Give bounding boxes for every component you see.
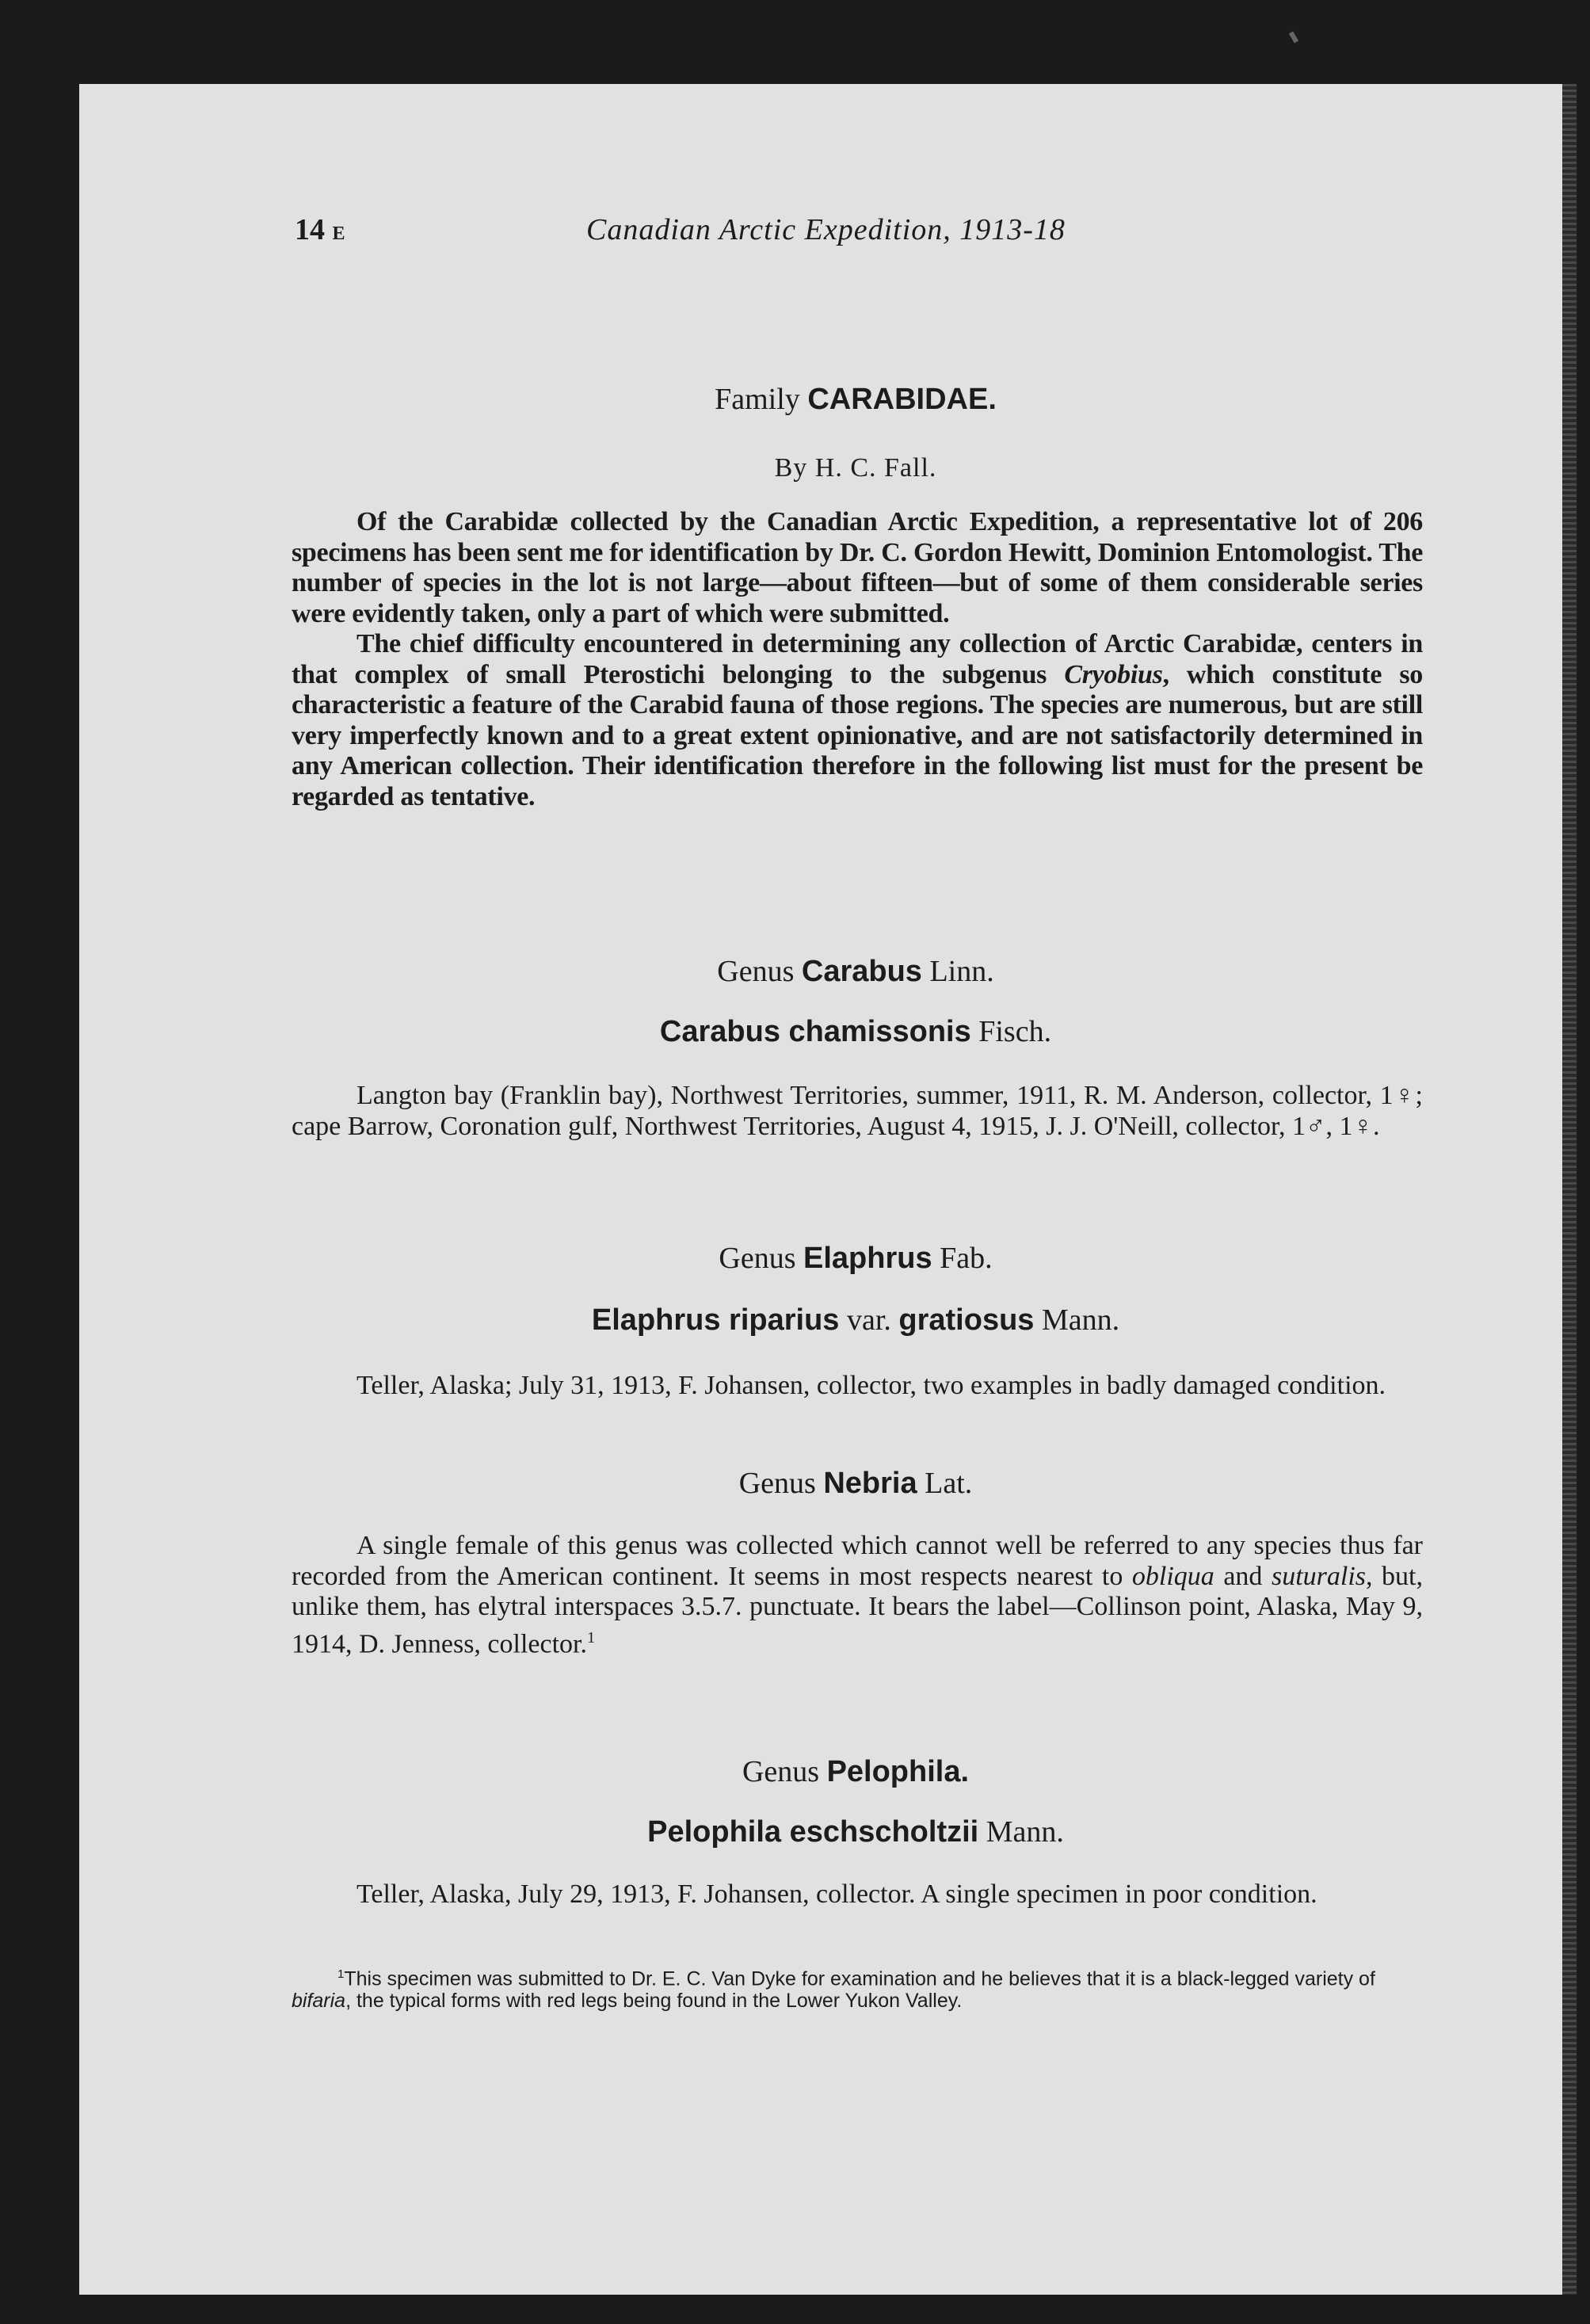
genus-name: Nebria [823,1467,917,1500]
family-name: CARABIDAE. [807,383,997,416]
nebria-text-and: and [1214,1561,1272,1591]
running-title: Canadian Arctic Expedition, 1913-18 [586,213,1066,246]
nebria-text [292,1531,1423,1659]
intro-p2-end: , which constitute so characteristic a feature of the Carabid fauna of those regions. The species are numerous, but are still very imperfectly known and to a great extent opinionative, and are not satisfactorily determined in any American collection. Their identification therefore in the following list must for the present be regarded as tentative. [292,659,1423,811]
scan-mark [1289,31,1298,43]
genus-name: Pelophila. [826,1755,970,1788]
page-number-value: 14 [295,213,325,246]
intro-paragraph-2 [292,629,1423,812]
footnote-paragraph [292,1963,1423,2012]
family-heading [285,382,1426,417]
intro-p2-start: The chief difficulty encountered in determining any collection of Arctic Carabidæ, centers in that complex of small Pterostichi belonging to the subgenus [292,629,1423,689]
page-suffix: E [332,223,347,244]
genus-name: Carabus [801,955,922,988]
genus-pelophila-heading [285,1754,1426,1789]
page-number [295,212,347,247]
carabus-paragraph: Langton bay (Franklin bay), Northwest Territories, summer, 1911, R. M. Anderson, collector, 1♀; cape Barrow, Coronation gulf, Northwest Territories, August 4, 1915, J. J. O'Neill, collector, 1♂, 1♀. [292,1081,1423,1141]
species-author: Mann. [986,1815,1064,1849]
footnote-text-start: This specimen was submitted to Dr. E. C. Van Dyke for examination and he believes that it is a black-legged variety of [344,1967,1375,1990]
genus-author: Lat. [925,1467,973,1500]
genus-prefix: Genus [742,1755,820,1788]
species-name: Pelophila eschscholtzii [647,1815,979,1849]
species-name: Carabus chamissonis [659,1015,971,1048]
species-var-name: gratiosus [898,1303,1035,1337]
nebria-italic-suturalis: suturalis [1271,1561,1367,1591]
genus-name: Elaphrus [803,1242,932,1275]
species-var: var. [846,1303,891,1337]
species-name: Elaphrus riparius [591,1303,840,1337]
genus-author: Linn. [929,955,994,988]
species-pelophila-heading [285,1815,1426,1849]
intro-text [292,507,1423,812]
elaphrus-text [292,1371,1423,1402]
nebria-italic-obliqua: obliqua [1131,1561,1214,1591]
footnote-text-end: , the typical forms with red legs being found in the Lower Yukon Valley. [345,1990,963,2013]
genus-prefix: Genus [717,955,795,988]
pelophila-text [292,1879,1423,1910]
nebria-paragraph [292,1531,1423,1659]
footnote-ref[interactable]: 1 [587,1628,596,1647]
species-author: Fisch. [978,1015,1052,1048]
page-edge [1562,84,1577,2295]
nebria-text-start: A single female of this genus was collected which cannot well be referred to any species thus far recorded from the American continent. It seems in most respects nearest to [292,1531,1423,1591]
carabus-text [292,1081,1423,1142]
species-carabus-heading [285,1014,1426,1049]
elaphrus-paragraph: Teller, Alaska; July 31, 1913, F. Johansen, collector, two examples in badly damaged condition. [357,1371,1386,1400]
genus-elaphrus-heading [285,1241,1426,1276]
nebria-text-end: , but, unlike them, has elytral interspaces 3.5.7. punctuate. It bears the label—Collinson point, Alaska, May 9, 1914, D. Jenness, collector. [292,1561,1424,1658]
footnote [292,1963,1423,2012]
genus-author: Fab. [940,1242,993,1275]
intro-p2-italic: Cryobius [1064,659,1163,689]
genus-nebria-heading [285,1466,1426,1501]
byline: By H. C. Fall. [774,453,937,483]
family-prefix: Family [715,383,800,416]
species-elaphrus-heading [285,1303,1426,1338]
species-author: Mann. [1041,1303,1120,1337]
genus-carabus-heading [285,954,1426,989]
pelophila-paragraph: Teller, Alaska, July 29, 1913, F. Johansen, collector. A single specimen in poor condition. [357,1879,1317,1909]
genus-prefix: Genus [738,1467,816,1500]
intro-paragraph-1: Of the Carabidæ collected by the Canadian Arctic Expedition, a representative lot of 206 specimens has been sent me for identification by Dr. C. Gordon Hewitt, Dominion Entomologist. The number of species in the lot is not large—about fifteen—but of some of them considerable series were evidently taken, only a part of which were submitted. [292,507,1423,628]
genus-prefix: Genus [719,1242,796,1275]
footnote-mark: 1 [337,1967,345,1981]
footnote-italic: bifaria [292,1990,346,2013]
